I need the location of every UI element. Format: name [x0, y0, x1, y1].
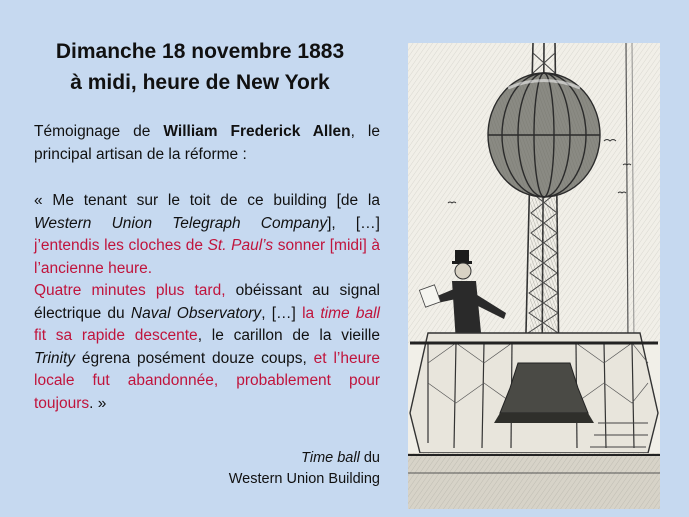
quote-company: Western Union Telegraph Company [34, 214, 328, 232]
quote-paragraph [34, 190, 380, 415]
caption-building: Western Union Building [228, 471, 380, 487]
intro-paragraph [34, 121, 380, 166]
engraving-illustration-icon [408, 43, 660, 509]
intro-prefix: Témoignage de [34, 123, 164, 140]
quote-twelve-strokes: égrena posément douze coups, [75, 349, 307, 367]
quote-part-3: ], […] [327, 214, 380, 232]
time-ball-engraving [408, 43, 660, 509]
image-caption [180, 448, 380, 490]
quote-descent: fit sa rapide descente [34, 327, 198, 344]
quote-st-pauls: St. Paul’s [207, 237, 274, 254]
quote-observatory: Naval Observatory [130, 304, 262, 322]
author-name: William Frederick Allen [163, 123, 351, 140]
quote-old-hour: sonner [midi] à l’ancienne heure. [34, 237, 380, 277]
quote-part-1: « Me tenant sur le toit de ce building [de la [34, 192, 380, 209]
quote-time-ball: time ball [320, 304, 380, 322]
quote-signal: obéissant au signal électrique du [34, 282, 381, 322]
quote-bells: j’entendis les cloches de [34, 237, 208, 254]
quote-trinity: Trinity [34, 349, 76, 367]
quote-carillon: , le carillon de la vieille [197, 327, 380, 344]
quote-four-minutes: Quatre minutes plus tard, [34, 282, 226, 299]
quote-part-10: , […] [261, 304, 303, 322]
intro-suffix: , le principal artisan de la réforme : [34, 123, 380, 163]
title-line-1: Dimanche 18 novembre 1883 [55, 40, 345, 63]
quote-local-time-abandoned: et l’heure locale fut abandonnée, probablement pour toujours [34, 349, 380, 412]
slide-title [20, 36, 380, 98]
caption-du: du [359, 450, 380, 466]
quote-la: la [302, 304, 321, 322]
caption-time-ball: Time ball [301, 450, 360, 466]
title-line-2: à midi, heure de New York [70, 71, 330, 94]
quote-end: . » [89, 394, 107, 412]
